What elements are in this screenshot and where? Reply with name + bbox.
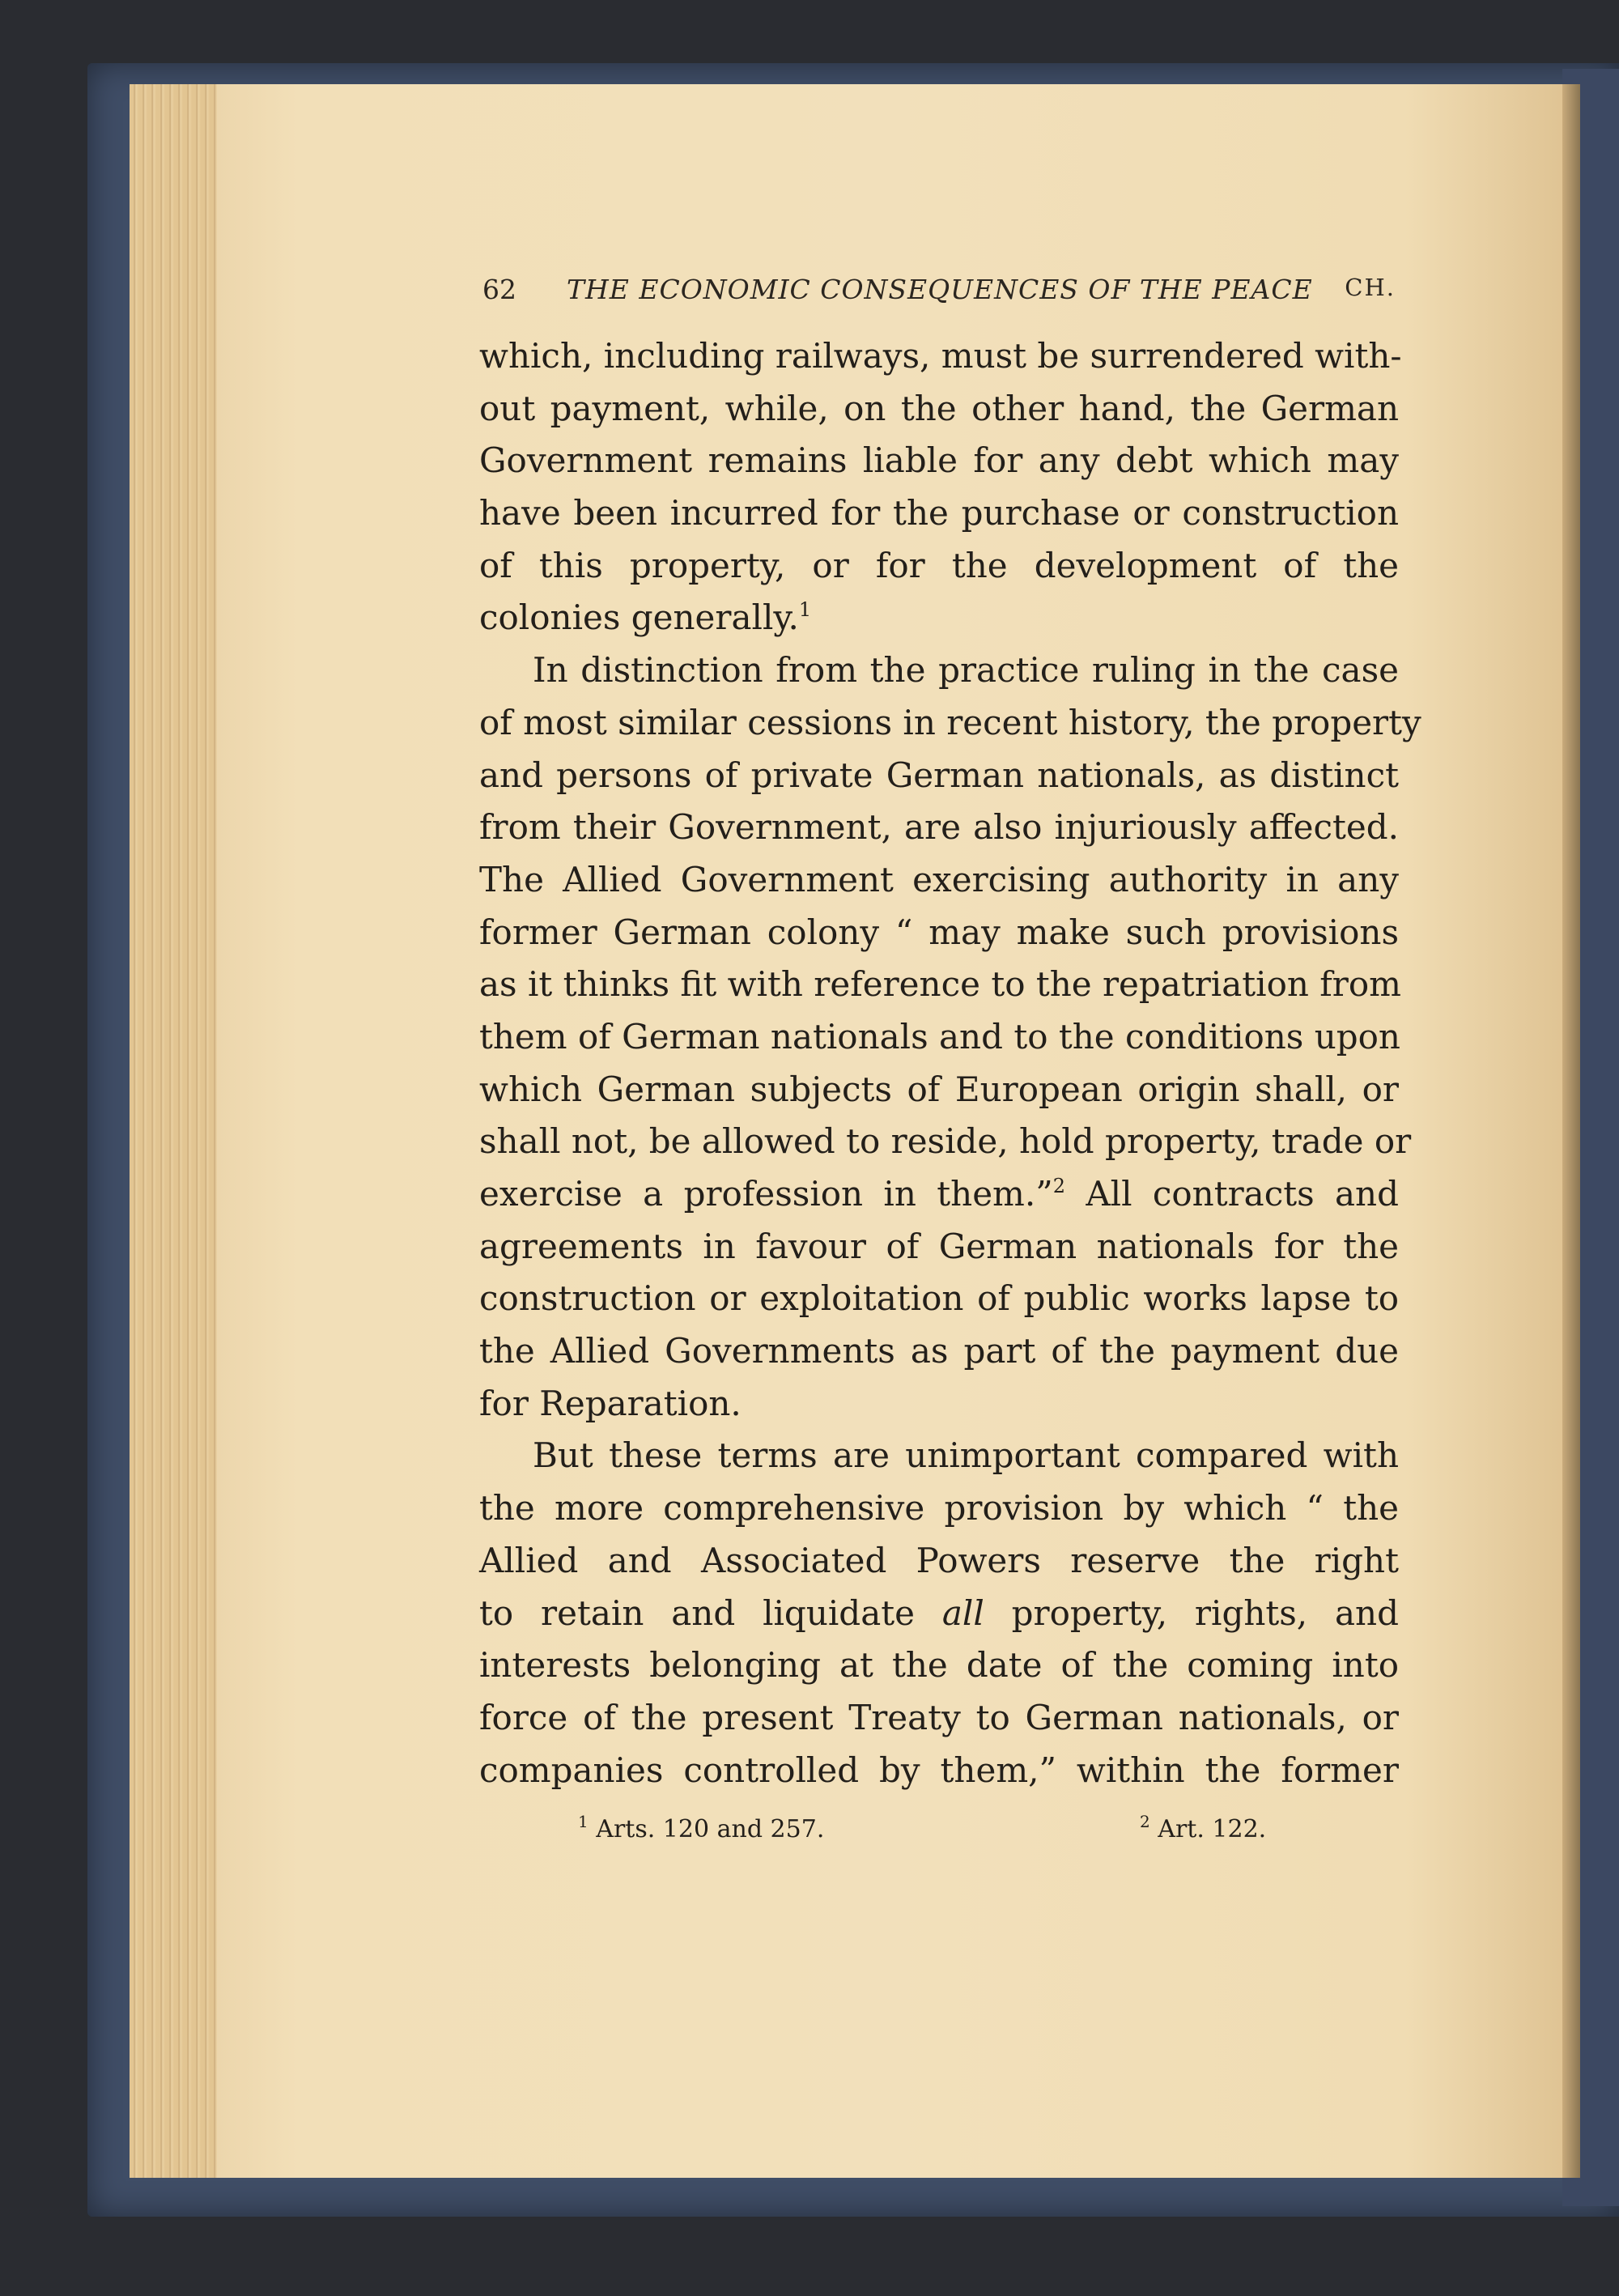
- text-line: companies controlled by them,” within the former: [479, 1750, 1399, 1790]
- footnote-ref: 2: [1052, 1175, 1065, 1197]
- text-line: and persons of private German nationals, as distinct: [479, 755, 1399, 795]
- text-line-segment: colonies generally.: [479, 597, 799, 638]
- text-line-segment: to retain and liquidate: [479, 1592, 942, 1633]
- text-line: for Reparation.: [479, 1383, 742, 1423]
- text-line: the Allied Governments as part of the payment due: [479, 1331, 1399, 1371]
- text-line: construction or exploitation of public works lapse to: [479, 1278, 1399, 1319]
- text-line: The Allied Government exercising authority in any: [479, 859, 1399, 899]
- book-gutter: [1562, 84, 1580, 2178]
- text-line: agreements in favour of German nationals for the: [479, 1226, 1399, 1266]
- page-number: 62: [482, 274, 516, 305]
- footnote-2: [1140, 1812, 1267, 1843]
- footnotes: [578, 1812, 1307, 1856]
- text-line: force of the present Treaty to German nationals, or: [479, 1697, 1399, 1737]
- text-line: former German colony “ may make such provisions: [479, 912, 1399, 952]
- emphasis: all: [941, 1592, 984, 1633]
- text-line: But these terms are unimportant compared with: [533, 1435, 1399, 1476]
- text-line: Allied and Associated Powers reserve the right: [479, 1540, 1399, 1580]
- text-line: [479, 1168, 1399, 1221]
- text-line: from their Government, are also injuriously affected.: [479, 807, 1399, 848]
- text-line-segment: All contracts and: [1064, 1174, 1399, 1214]
- text-line: of most similar cessions in recent history, the property: [479, 702, 1421, 742]
- footnote-text: Art. 122.: [1158, 1815, 1267, 1843]
- text-line: Government remains liable for any debt which may: [479, 440, 1399, 481]
- body-text: [479, 330, 1421, 1796]
- footnote-marker: 2: [1140, 1812, 1150, 1831]
- page-edges: [130, 84, 227, 2178]
- footnote-marker: 1: [578, 1812, 589, 1831]
- footnote-text: Arts. 120 and 257.: [596, 1815, 825, 1843]
- text-line: as it thinks fit with reference to the repatriation from: [479, 964, 1401, 1005]
- text-line: which German subjects of European origin shall, or: [479, 1069, 1399, 1109]
- text-line-segment: exercise a profession in them.”: [479, 1174, 1053, 1214]
- text-line: interests belonging at the date of the coming into: [479, 1645, 1399, 1686]
- text-line: [479, 1588, 1399, 1640]
- text-line: [479, 592, 1399, 644]
- running-title: THE ECONOMIC CONSEQUENCES OF THE PEACE: [567, 274, 1313, 305]
- text-line: the more comprehensive provision by which “ the: [479, 1488, 1399, 1529]
- text-line-segment: property, rights, and: [984, 1592, 1399, 1633]
- text-line: them of German nationals and to the conditions upon: [479, 1016, 1400, 1057]
- text-line: In distinction from the practice ruling in the case: [533, 650, 1399, 691]
- text-line: shall not, be allowed to reside, hold property, trade or: [479, 1121, 1412, 1162]
- text-line: have been incurred for the purchase or construction: [479, 493, 1399, 534]
- chapter-mark: CH.: [1345, 274, 1396, 301]
- text-line: of this property, or for the development of the: [479, 545, 1399, 585]
- text-line: out payment, while, on the other hand, the German: [479, 388, 1399, 428]
- running-header: [482, 267, 1396, 316]
- footnote-ref: 1: [798, 598, 812, 622]
- text-line: which, including railways, must be surrendered with-: [479, 336, 1402, 376]
- footnote-1: [578, 1812, 825, 1843]
